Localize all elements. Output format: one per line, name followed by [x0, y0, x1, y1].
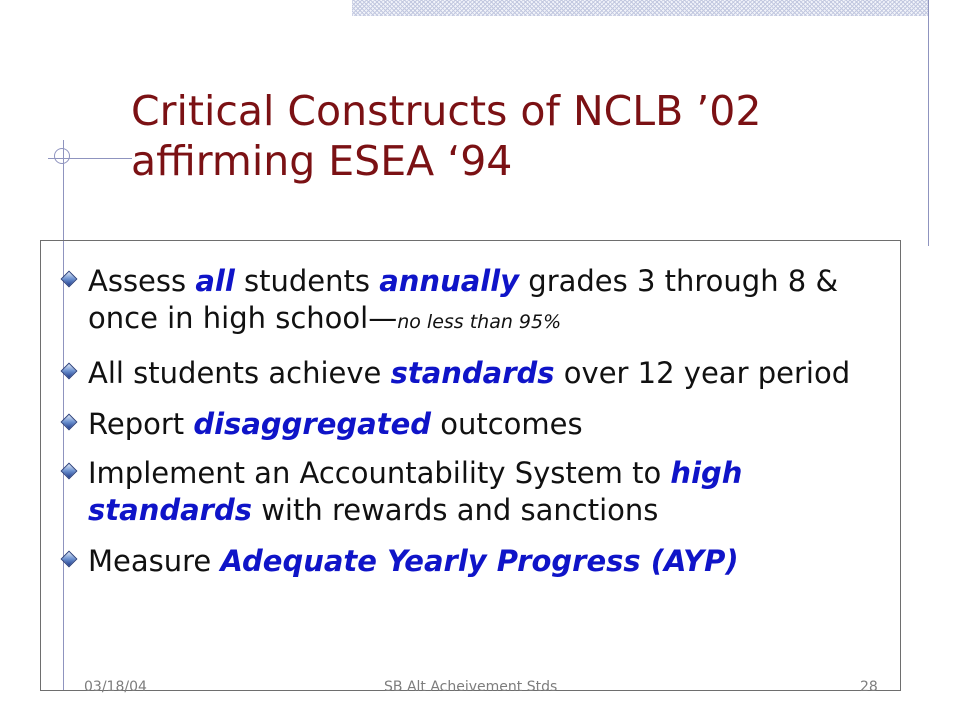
bullet-text: Implement an Accountability System to	[88, 456, 671, 490]
bullet-emphasis: Adequate Yearly Progress (AYP)	[220, 544, 739, 578]
bullet-item	[60, 543, 860, 580]
bullet-text: with rewards and sanctions	[252, 493, 659, 527]
bullet-text: outcomes	[431, 407, 583, 441]
bullet-text: grades 3 through 8 & once in high school—	[88, 264, 839, 335]
bullet-text: Report	[88, 407, 194, 441]
bullet-note: no less than 95%	[397, 311, 562, 333]
bullet-emphasis: annually	[379, 264, 520, 298]
diamond-bullet-icon	[61, 271, 78, 288]
bullet-emphasis: disaggregated	[193, 407, 431, 441]
footer-date: 03/18/04	[84, 679, 147, 695]
title-circle-ornament	[54, 148, 70, 164]
bullet-text: over 12 year period	[554, 356, 851, 390]
bullet-item	[60, 455, 860, 529]
diamond-bullet-icon	[61, 463, 78, 480]
footer-title: SB Alt Acheivement Stds	[384, 679, 558, 695]
slide-title-line-2: affirming ESEA ‘94	[131, 137, 513, 185]
slide-title-line-1: Critical Constructs of NCLB ’02	[131, 87, 762, 135]
header-hatch-band	[352, 0, 928, 16]
diamond-bullet-icon	[61, 551, 78, 568]
bullet-text: Assess	[88, 264, 196, 298]
bullet-text: All students achieve	[88, 356, 391, 390]
bullet-emphasis: standards	[390, 356, 555, 390]
bullet-text: students	[234, 264, 380, 298]
right-vertical-rule	[928, 0, 929, 246]
bullet-item	[60, 406, 860, 443]
bullet-item	[60, 355, 860, 392]
bullet-item	[60, 263, 860, 341]
footer-page-number: 28	[860, 679, 878, 695]
diamond-bullet-icon	[61, 414, 78, 431]
bullet-emphasis: high standards	[88, 456, 743, 527]
bullet-emphasis: all	[195, 264, 235, 298]
bullet-text: Measure	[88, 544, 221, 578]
bullet-list	[60, 263, 860, 594]
slide-title	[131, 86, 891, 186]
diamond-bullet-icon	[61, 363, 78, 380]
